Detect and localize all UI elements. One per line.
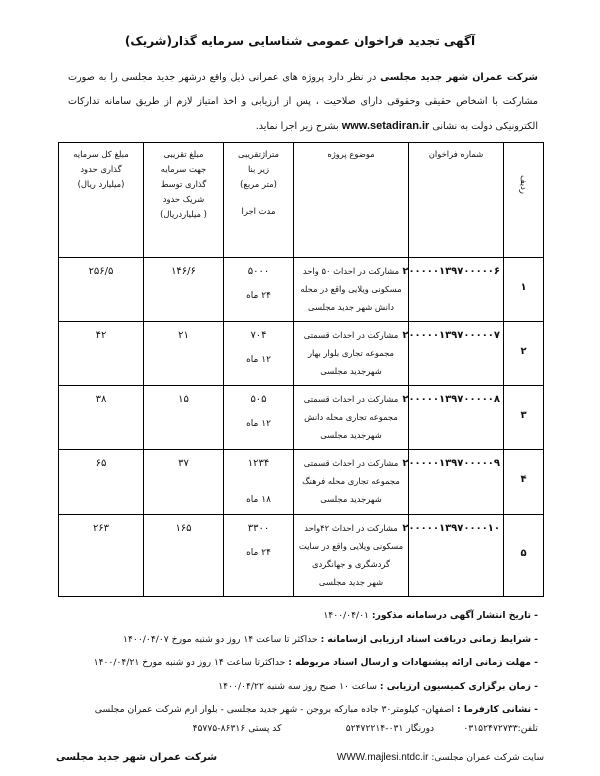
intro-line2: با اشخاص حقیقی وحقوقی دارای صلاحیت ، پس از ارزیابی و اخذ امتیاز لازم از طریق سامانه تدارکات الکترونیکی دولت: [68, 96, 538, 132]
table-row: [59, 514, 544, 597]
row-number: ۳: [504, 386, 544, 450]
table-row: [59, 450, 544, 514]
announcement-title: آگهی تجدید فراخوان عمومی شناسایی سرمایه گذار(شریک): [124, 34, 476, 48]
company-website-link[interactable]: WWW.majlesi.ntdc.ir: [336, 752, 429, 763]
bottom-bar: [56, 752, 544, 763]
total-amount: ۲۶۳: [59, 514, 144, 597]
table-row: [59, 386, 544, 450]
call-number: ۲۰۰۰۰۰۱۳۹۷۰۰۰۰۱۰: [409, 514, 504, 597]
project-area: ۵۰۵ ۱۲ ماه: [224, 386, 294, 450]
partner-amount: ۱۴۶/۶: [144, 258, 224, 322]
table-header-row: [59, 143, 544, 258]
project-duration: ۱۸ ماه: [246, 495, 271, 506]
project-subject: مشارکت در احداث قسمتی مجموعه تجاری محله فرهنگ شهرجدید مجلسی: [294, 450, 409, 514]
project-subject: مشارکت در احداث ۵۰ واحد مسکونی ویلایی واقع در محله دانش شهر جدید مجلسی: [294, 258, 409, 322]
call-number: ۲۰۰۰۰۰۱۳۹۷۰۰۰۰۰۶: [409, 258, 504, 322]
header-call-number: شماره فراخوان: [409, 143, 504, 258]
header-row-no: ردیف: [504, 143, 544, 258]
intro-line1: در نظر دارد پروژه های عمرانی ذیل واقع درشهر جدید مجلسی را به صورت مشارکت: [68, 72, 538, 107]
header-total-amount: مبلغ کل سرمایه گذاری حدود (میلیارد ریال): [59, 143, 144, 258]
note-doc-deadline: - شرایط زمانی دریافت اسناد ارزیابی ازسامانه : حداکثر تا ساعت ۱۴ روز دو شنبه مورخ ۱۴۰۰/۰۴/۰۷: [123, 633, 538, 645]
header-area: متراژتقریبی زیر بنا (متر مربع) مدت اجرا: [224, 143, 294, 258]
table-row: [59, 258, 544, 322]
note-submission-deadline: - مهلت زمانی ارائه پیشنهادات و ارسال اسناد مربوطه : حداکثرتا ساعت ۱۴ روز دو شنبه مورخ ۱۴۰۰/۰۴/۲۱: [93, 657, 538, 668]
partner-amount: ۲۱: [144, 322, 224, 386]
partner-amount: ۳۷: [144, 450, 224, 514]
header-partner-amount: مبلغ تقریبی جهت سرمایه گذاری توسط شریک حدود ( میلیاردریال): [144, 143, 224, 258]
project-area: ۷۰۴ ۱۲ ماه: [224, 322, 294, 386]
project-area: ۳۳۰۰ ۲۴ ماه: [224, 514, 294, 597]
total-amount: ۴۲: [59, 322, 144, 386]
total-amount: ۶۵: [59, 450, 144, 514]
project-duration: ۱۲ ماه: [246, 419, 271, 430]
project-duration: ۱۲ ماه: [246, 355, 271, 366]
project-area: ۵۰۰۰ ۲۴ ماه: [224, 258, 294, 322]
project-subject: مشارکت در احداث قسمتی مجموعه تجاری محله دانش شهرجدید مجلسی: [294, 386, 409, 450]
project-area: ۱۲۳۴ ۱۸ ماه: [224, 450, 294, 514]
note-employer-address: - نشانی کارفرما : اصفهان- کیلومتر۳۰ جاده مبارکه بروجن - شهر جدید مجلسی - بلوار ارم شرکت عمران مجلسی: [94, 704, 538, 715]
header-subject: موضوع پروژه: [294, 143, 409, 258]
calls-table: [58, 142, 544, 597]
table-row: [59, 322, 544, 386]
setad-link[interactable]: www.setadiran.ir: [341, 120, 430, 132]
intro-company: شرکت عمران شهر جدید مجلسی: [380, 72, 538, 83]
total-amount: ۲۵۶/۵: [59, 258, 144, 322]
project-subject: مشارکت در احداث ۴۲واحد مسکونی ویلایی واقع در سایت گردشگری و جهانگردی شهر جدید مجلسی: [294, 514, 409, 597]
call-number: ۲۰۰۰۰۰۱۳۹۷۰۰۰۰۰۸: [409, 386, 504, 450]
row-number: ۱: [504, 258, 544, 322]
intro-line3-pre: به نشانی: [432, 121, 469, 132]
note-publish-date: - تاریخ انتشار آگهی درسامانه مذکور: ۱۴۰۰/۰۴/۰۱: [323, 610, 538, 621]
signature-company: شرکت عمران شهر جدید مجلسی: [56, 752, 218, 763]
intro-line3-post: بشرح زیر اجرا نماید.: [255, 121, 339, 132]
note-commission-time: - زمان برگزاری کمیسیون ارزیابی : ساعت ۱۰ صبح روز سه شنبه ۱۴۰۰/۰۴/۲۲: [218, 680, 538, 692]
row-number: ۵: [504, 514, 544, 597]
notes-section: [53, 604, 538, 736]
row-number: ۲: [504, 322, 544, 386]
project-duration: ۲۴ ماه: [246, 547, 271, 558]
partner-amount: ۱۶۵: [144, 514, 224, 597]
company-website: سایت شرکت عمران مجلسی: WWW.majlesi.ntdc.ir: [336, 752, 544, 763]
project-subject: مشارکت در احداث قسمتی مجموعه تجاری بلوار بهار شهرجدید مجلسی: [294, 322, 409, 386]
partner-amount: ۱۵: [144, 386, 224, 450]
intro-paragraph: [68, 66, 538, 139]
row-number: ۴: [504, 450, 544, 514]
total-amount: ۳۸: [59, 386, 144, 450]
call-number: ۲۰۰۰۰۰۱۳۹۷۰۰۰۰۰۹: [409, 450, 504, 514]
call-number: ۲۰۰۰۰۰۱۳۹۷۰۰۰۰۰۷: [409, 322, 504, 386]
project-duration: ۲۴ ماه: [246, 291, 271, 301]
note-contact: تلفن:۰۳۱۵۲۴۷۲۷۳۳ دورنگار ۰۳۱-۵۲۴۷۲۲۱۴ کد پستی ۸۶۳۱۶-۴۵۷۷۵: [192, 722, 538, 734]
